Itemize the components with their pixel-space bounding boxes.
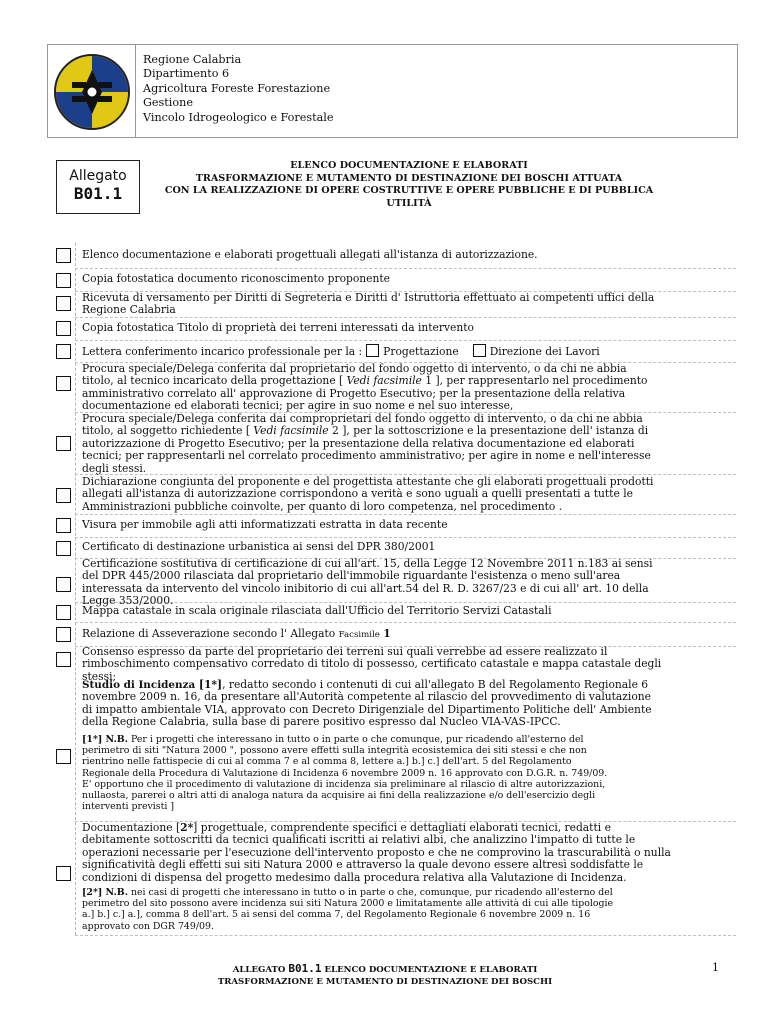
item-lettera-incarico: [82, 344, 734, 358]
item-text: amministrativo correlato all' approvazione di Progetto Esecutivo; per la presentazione della relativa: [82, 387, 626, 400]
item-text: approvato con DGR 749/09.: [82, 920, 214, 932]
footer-line-2: TRASFORMAZIONE E MUTAMENTO DI DESTINAZIONE DEI BOSCHI: [217, 977, 553, 987]
page-number: 1: [712, 961, 719, 974]
item-text: condizioni di dispensa del progetto medesimo dalla procedura relativa alla Valutazione di Incidenza.: [82, 871, 627, 884]
footer-text: ALLEGATO: [232, 965, 289, 975]
option-progettazione-label: Progettazione: [383, 345, 459, 358]
allegato-code: B01.1: [73, 184, 123, 203]
org-line-3: Agricoltura Foreste Forestazione: [143, 81, 331, 95]
footer-line-1: [150, 963, 620, 976]
item-text: Ricevuta di versamento per Diritti di Segreteria e Diritti d' Istruttoria effettuato ai competenti uffici della: [82, 292, 655, 304]
item-text: rimboschimento compensativo corredato di titolo di possesso, certificato catastale e mappa catastale degli: [82, 658, 662, 671]
text-run: titolo, al tecnico incaricato della progettazione [: [82, 375, 347, 388]
text-run: Documentazione [: [82, 822, 181, 834]
checkbox-consenso-proprietario[interactable]: [56, 652, 71, 667]
item-text: rientrino nelle fattispecie di cui al comma 7 e al comma 8, lettere a.] b.] c.] dell'art. 5 del Regolamento: [82, 756, 572, 768]
footer-code: B01.1: [288, 962, 322, 975]
item-text: Certificazione sostitutiva di certificazione di cui all'art. 15, della Legge 12 Novembre 2011 n.183 ai sensi: [82, 558, 653, 570]
text-run: nei casi di progetti che interessano in tutto o in parte o che, comunque, pur ricadendo all'esterno del: [127, 887, 613, 898]
item-documentazione-progettuale: [82, 822, 734, 884]
text-run: 1 ], per rappresentarlo nel procedimento: [421, 375, 648, 388]
checkbox-ricevuta-versamento[interactable]: [56, 296, 71, 311]
facsimile-reference: Vedi facsimile: [253, 425, 329, 438]
item-dichiarazione-congiunta: [82, 476, 734, 513]
checkbox-elenco-documentazione[interactable]: [56, 248, 71, 263]
org-line-1: Regione Calabria: [143, 53, 242, 66]
nb-label: [2*] N.B.: [82, 887, 128, 898]
item-text: perimetro di siti "Natura 2000 ", possono avere effetti sulla integrità ecosistemica dei siti stessi e che non: [82, 745, 587, 757]
text-run: 2 ], per la sottoscrizione e la presentazione dell' istanza di: [328, 425, 649, 438]
item-relazione-asseverazione: [82, 628, 734, 641]
item-text: [82, 734, 734, 745]
text-run: titolo, al soggetto richiedente [: [82, 425, 254, 438]
studio-incidenza-title: Studio di Incidenza: [82, 679, 196, 691]
header-organization: [143, 53, 333, 125]
row-separator: [75, 514, 736, 515]
item-text: E' opportuno che il procedimento di valutazione di incidenza sia preliminare al rilascio di altre autorizzazioni,: [82, 778, 606, 790]
item-text: Procura speciale/Delega conferita dai comproprietari del fondo oggetto di intervento, o da chi ne abbia: [82, 413, 643, 425]
item-visura: [82, 519, 734, 531]
item-text: degli stessi.: [82, 462, 147, 475]
item-text: [82, 887, 734, 898]
item-text: Regionale della Procedura di Valutazione di Incidenza 6 novembre 2009 n. 16 approvato con D.G.R. n. 749/09.: [82, 767, 608, 779]
row-separator: [75, 317, 736, 318]
checkbox-studio-incidenza[interactable]: [56, 749, 71, 764]
checkbox-documentazione-progettuale[interactable]: [56, 866, 71, 881]
item-text: [82, 375, 734, 387]
item-text: allegati all'istanza di autorizzazione corrispondono a verità e sono uguali a quelli presentati a tutte le: [82, 488, 633, 501]
checkbox-lettera-incarico[interactable]: [56, 344, 71, 359]
page-footer: [150, 963, 620, 988]
item-text: Amministrazioni pubbliche coinvolte, per quanto di loro competenza, nel procedimento .: [82, 500, 563, 513]
item-text: Copia fotostatica documento riconoscimento proponente: [82, 273, 390, 285]
footer-text: ELENCO DOCUMENTAZIONE E ELABORATI: [321, 965, 538, 975]
facsimile-number: 1: [383, 628, 391, 640]
lettera-label: Lettera conferimento incarico professionale per la :: [82, 345, 363, 358]
checkbox-titolo-proprieta[interactable]: [56, 321, 71, 336]
checklist-divider: [75, 243, 76, 935]
item-consenso-proprietario: [82, 646, 734, 683]
item-text: Copia fotostatica Titolo di proprietà dei terreni interessati da intervento: [82, 322, 474, 334]
checkbox-visura[interactable]: [56, 518, 71, 533]
facsimile-word: Facsimile: [338, 630, 380, 640]
nb-label: [1*] N.B.: [82, 734, 128, 745]
text-run: Relazione di Asseverazione secondo l' Allegato: [82, 628, 339, 640]
item-text: della Regione Calabria, sulla base di parere positivo espresso dal Nucleo VIA-VAS-IPCC.: [82, 716, 561, 729]
item-procura-comproprietari: [82, 413, 734, 475]
document-title: [144, 160, 674, 210]
footnote-ref: [1*]: [195, 679, 223, 691]
item-text: Certificato di destinazione urbanistica ai sensi del DPR 380/2001: [82, 541, 436, 553]
checkbox-procura-comproprietari[interactable]: [56, 436, 71, 451]
title-line-3: CON LA REALIZZAZIONE DI OPERE COSTRUTTIVE E OPERE PUBBLICHE E DI PUBBLICA: [164, 185, 654, 197]
item-studio-incidenza: [82, 679, 734, 729]
allegato-label: Allegato: [69, 168, 127, 184]
item-text: perimetro del sito possono avere incidenza sui siti Natura 2000 e limitatamente alle attività di cui alle tipologie: [82, 898, 614, 910]
item-text: tecnici; per rappresentarli nel correlato procedimento amministrativo; per agire in nome e nell'interesse: [82, 450, 651, 463]
item-certificazione-sostitutiva: [82, 558, 734, 608]
item-text: [82, 344, 734, 358]
checkbox-mappa-catastale[interactable]: [56, 605, 71, 620]
item-text: [82, 679, 734, 691]
item-text: Visura per immobile agli atti informatizzati estratta in data recente: [82, 519, 448, 531]
item-text: del DPR 445/2000 rilasciata dal proprietario dell'immobile riguardante l'esistenza o meno sull'area: [82, 570, 621, 583]
checkbox-certificazione-sostitutiva[interactable]: [56, 577, 71, 592]
item-elenco-documentazione: [82, 249, 734, 261]
item-text: novembre 2009 n. 16, da presentare all'Autorità competente al rilascio del provvedimento di valutazione: [82, 691, 651, 704]
text-run: ] progettuale, comprendente specifici e dettagliati elaborati tecnici, redatti e: [193, 822, 611, 834]
text-run: , redatto secondo i contenuti di cui all'allegato B del Regolamento Regionale 6: [222, 679, 649, 691]
row-separator: [75, 340, 736, 341]
org-line-4: Gestione: [143, 96, 193, 110]
item-documento-riconoscimento: [82, 273, 734, 285]
checkbox-dichiarazione-congiunta[interactable]: [56, 488, 71, 503]
note-2-nb: [82, 887, 734, 932]
item-text: autorizzazione di Progetto Esecutivo; per la presentazione della relativa documentazione ed elaborati: [82, 437, 635, 450]
facsimile-reference: Vedi facsimile: [346, 375, 422, 388]
item-text: Dichiarazione congiunta del proponente e del progettista attestante che gli elaborati progettuali prodotti: [82, 476, 654, 488]
item-text: Elenco documentazione e elaborati progettuali allegati all'istanza di autorizzazione.: [82, 249, 538, 261]
item-mappa-catastale: [82, 605, 734, 617]
item-text: a.] b.] c.] a.], comma 8 dell'art. 5 ai sensi del comma 7, del Regolamento Regionale 6 novembre 2009 n. 16: [82, 909, 591, 921]
item-ricevuta-versamento: [82, 292, 734, 317]
item-text: interventi previsti ]: [82, 801, 175, 813]
footnote-ref: 2*: [180, 822, 194, 834]
item-text: Consenso espresso da parte del proprietario dei terreni sui quali verrebbe ad essere realizzato il: [82, 646, 608, 658]
item-titolo-proprieta: [82, 322, 734, 334]
item-text: Procura speciale/Delega conferita dal proprietario del fondo oggetto di intervento, o da chi ne abbia: [82, 363, 627, 375]
regione-calabria-emblem-icon: [52, 52, 132, 132]
item-text: Legge 353/2000.: [82, 595, 174, 608]
row-separator: [75, 935, 736, 936]
item-certificato-urbanistico: [82, 541, 734, 553]
title-line-2: TRASFORMAZIONE E MUTAMENTO DI DESTINAZIONE DEI BOSCHI ATTUATA: [195, 172, 623, 184]
item-text: Regione Calabria: [82, 304, 176, 317]
header-divider: [135, 44, 136, 137]
item-text: nullaosta, parerei o altri atti di analoga natura da acquisire ai fini della realizzazione e/o dell'esercizio degli: [82, 790, 596, 802]
row-separator: [75, 537, 736, 538]
item-text: di impatto ambientale VIA, approvato con Decreto Dirigenziale del Dipartimento Politiche dell' Ambiente: [82, 703, 652, 716]
org-line-5: Vincolo Idrogeologico e Forestale: [143, 110, 334, 124]
item-text: interessata da intervento del vincolo inibitorio di cui all'art.54 del R. D. 3267/23 e di cui all' art. 10 della: [82, 582, 649, 595]
org-line-2: Dipartimento 6: [143, 67, 230, 81]
title-line-4: UTILITÀ: [386, 197, 432, 209]
item-text: [82, 822, 734, 834]
checkbox-progettazione[interactable]: [366, 344, 379, 357]
item-text: documentazione ed elaborati tecnici; per agire in suo nome e nel suo interesse,: [82, 400, 514, 413]
item-text: [82, 425, 734, 437]
item-procura-progettazione: [82, 363, 734, 413]
item-text: [82, 628, 734, 641]
item-text: Mappa catastale in scala originale rilasciata dall'Ufficio del Territorio Servizi Catastali: [82, 605, 552, 617]
item-text: stessi;: [82, 670, 117, 683]
note-1-nb: [82, 734, 734, 812]
text-run: Per i progetti che interessano in tutto o in parte o che comunque, pur ricadendo all'esterno del: [127, 734, 584, 745]
title-line-1: ELENCO DOCUMENTAZIONE E ELABORATI: [290, 160, 528, 171]
option-direzione-label: Direzione dei Lavori: [489, 345, 600, 358]
checkbox-direzione-lavori[interactable]: [473, 344, 486, 357]
item-text: significatività degli effetti sui siti Natura 2000 e attraverso la quale devono essere altresì soddisfatte le: [82, 859, 644, 872]
item-text: operazioni necessarie per l'esecuzione dell'intervento proposto e che ne comprovino la trascurabilità o nulla: [82, 846, 671, 859]
checkbox-certificato-urbanistico[interactable]: [56, 541, 71, 556]
checkbox-relazione-asseverazione[interactable]: [56, 627, 71, 642]
checkbox-procura-progettazione[interactable]: [56, 376, 71, 391]
item-text: debitamente sottoscritti da tecnici qualificati iscritti ai relativi albi, che analizzino l'impatto di tutte le: [82, 834, 636, 847]
row-separator: [75, 622, 736, 623]
checkbox-documento-riconoscimento[interactable]: [56, 273, 71, 288]
row-separator: [75, 268, 736, 269]
